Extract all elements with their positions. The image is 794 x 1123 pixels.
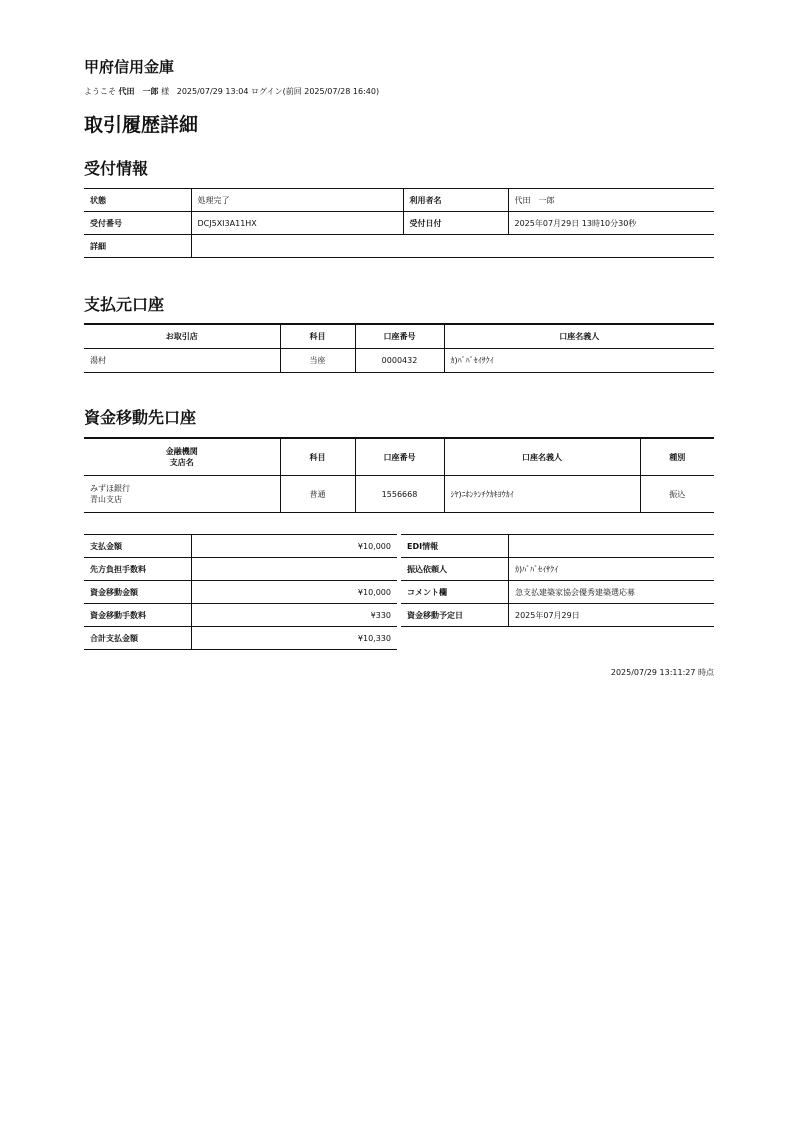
dest-bank-branch — [84, 476, 280, 513]
table-row — [84, 235, 714, 258]
header-account-number: 口座番号 — [355, 324, 444, 349]
requester-value: ｶ)ﾊﾞﾊﾞｾｲｻｸｲ — [509, 558, 715, 581]
table-row — [84, 476, 714, 513]
page-title: 取引履歴詳細 — [84, 114, 199, 136]
header-subject: 科目 — [280, 324, 355, 349]
dest-type: 振込 — [640, 476, 714, 513]
source-account-holder: ｶ)ﾊﾞﾊﾞｾｲｻｸｲ — [444, 349, 714, 373]
table-row — [401, 581, 714, 604]
dest-account-number: 1556668 — [355, 476, 444, 513]
table-row — [84, 349, 714, 373]
date-label: 受付日付 — [403, 212, 508, 235]
amounts-table — [84, 534, 397, 650]
requester-label: 振込依頼人 — [401, 558, 509, 581]
header-branch: お取引店 — [84, 324, 280, 349]
welcome-line — [84, 86, 379, 97]
reception-table — [84, 188, 714, 258]
edi-label: EDI情報 — [401, 535, 509, 558]
source-section-title: 支払元口座 — [84, 295, 165, 314]
transfer-amount-value: ¥10,000 — [192, 581, 398, 604]
dest-account-holder: ｼﾔ)ﾆﾎﾝｹﾝﾁｸｶｷﾖｳｶｲ — [444, 476, 640, 513]
transfer-amount-label: 資金移動金額 — [84, 581, 192, 604]
dest-branch: 青山支店 — [90, 495, 122, 504]
table-row — [401, 558, 714, 581]
source-account-table — [84, 323, 714, 373]
user-name: 代田 一郎 — [118, 87, 159, 96]
transfer-fee-label: 資金移動手数料 — [84, 604, 192, 627]
login-info: 2025/07/29 13:04 ログイン(前回 2025/07/28 16:40) — [176, 87, 380, 96]
number-label: 受付番号 — [84, 212, 191, 235]
payment-amount-value: ¥10,000 — [192, 535, 398, 558]
reception-section-title: 受付情報 — [84, 159, 149, 178]
payee-fee-label: 先方負担手数料 — [84, 558, 192, 581]
header-account-number: 口座番号 — [355, 438, 444, 476]
table-row — [84, 581, 397, 604]
table-row — [84, 558, 397, 581]
header-bank-branch — [84, 438, 280, 476]
header-account-holder: 口座名義人 — [444, 438, 640, 476]
timestamp: 2025/07/29 13:11:27 時点 — [610, 668, 714, 677]
user-label: 利用者名 — [403, 189, 508, 212]
table-row — [401, 535, 714, 558]
total-amount-label: 合計支払金額 — [84, 627, 192, 650]
table-row — [84, 604, 397, 627]
edi-value — [509, 535, 715, 558]
date-value: 2025年07月29日 13時10分30秒 — [508, 212, 714, 235]
dest-account-table — [84, 437, 714, 513]
source-account-number: 0000432 — [355, 349, 444, 373]
table-row — [84, 189, 714, 212]
scheduled-date-value: 2025年07月29日 — [509, 604, 715, 627]
table-row — [401, 604, 714, 627]
table-row — [84, 627, 397, 650]
scheduled-date-label: 資金移動予定日 — [401, 604, 509, 627]
dest-bank: みずほ銀行 — [90, 484, 130, 493]
table-header-row — [84, 324, 714, 349]
number-value: DCJ5XI3A11HX — [191, 212, 403, 235]
table-row — [84, 535, 397, 558]
transfer-fee-value: ¥330 — [192, 604, 398, 627]
comment-label: コメント欄 — [401, 581, 509, 604]
header-account-holder: 口座名義人 — [444, 324, 714, 349]
detail-label: 詳細 — [84, 235, 191, 258]
source-subject: 当座 — [280, 349, 355, 373]
total-amount-value: ¥10,330 — [192, 627, 398, 650]
details-table — [401, 534, 714, 627]
bank-name: 甲府信用金庫 — [84, 58, 175, 76]
source-branch: 湯村 — [84, 349, 280, 373]
header-bank-line2: 支店名 — [169, 458, 194, 467]
status-value: 処理完了 — [191, 189, 403, 212]
detail-value — [191, 235, 714, 258]
honorific: 様 — [161, 87, 170, 96]
dest-section-title: 資金移動先口座 — [84, 408, 197, 427]
table-header-row — [84, 438, 714, 476]
user-value: 代田 一郎 — [508, 189, 714, 212]
header-subject: 科目 — [280, 438, 355, 476]
header-type: 種別 — [640, 438, 714, 476]
payment-amount-label: 支払金額 — [84, 535, 192, 558]
payee-fee-value — [192, 558, 398, 581]
status-label: 状態 — [84, 189, 191, 212]
welcome-prefix: ようこそ — [84, 87, 116, 96]
table-row — [84, 212, 714, 235]
dest-subject: 普通 — [280, 476, 355, 513]
comment-value: 急支払建築家協会優秀建築選応募 — [509, 581, 715, 604]
header-bank-line1: 金融機関 — [165, 447, 198, 456]
